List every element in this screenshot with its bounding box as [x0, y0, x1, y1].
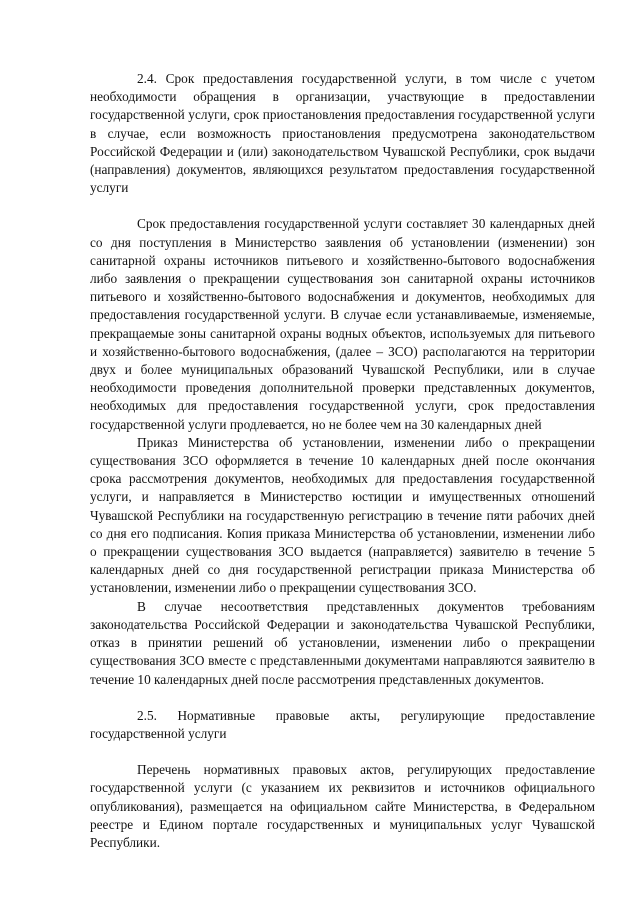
paragraph-service-term: Срок предоставления государственной услуги составляет 30 календарных дней со дня поступления в Министерство заявления об установлении (изменении) зон санитарной охраны источников питьевого и хозяйственно-бытового водоснабжения либо заявления о прекращении существования зон санитарной охраны источников питьевого и хозяйственно-бытового водоснабжения и документов, необходимых для предоставления государственной услуги. В случае если устанавливаемые, изменяемые, прекращаемые зоны санитарной охраны водных объектов, используемых для питьевого и хозяйственно-бытового водоснабжения, (далее – ЗСО) располагаются на территории двух и более муниципальных образований Чувашской Республики, или в случае необходимости проведения дополнительной проверки представленных документов, необходимых для предоставления государственной услуги, срок предоставления государственной услуги продлевается, но не более чем на 30 календарных дней — [90, 216, 595, 432]
paragraph-refusal: В случае несоответствия представленных документов требованиям законодательства Российской Федерации и законодательства Чувашской Республики, отказ в принятии решений об установлении, изменении либо о прекращении существования ЗСО вместе с представленными документами направляются заявителю в течение 10 календарных дней после рассмотрения представленных документов. — [90, 598, 595, 687]
document-page — [90, 70, 595, 852]
section-heading-2-5: 2.5. Нормативные правовые акты, регулирующие предоставление государственной услуги — [90, 707, 595, 741]
section-heading-2-4: 2.4. Срок предоставления государственной услуги, в том числе с учетом необходимости обращения в организации, участвующие в предоставлении государственной услуги, срок приостановления предоставления государственной услуги в случае, если возможность приостановления предусмотрена законодательством Российской Федерации и (или) законодательством Чувашской Республики, срок выдачи (направления) документов, являющихся результатом предоставления государственной услуги — [90, 71, 595, 196]
paragraph-legal-acts-list: Перечень нормативных правовых актов, регулирующих предоставление государственной услуги (с указанием их реквизитов и источников официального опубликования), размещается на официальном сайте Министерства, в Федеральном реестре и Едином портале государственных и муниципальных услуг Чувашской Республики. — [90, 762, 595, 850]
paragraph-order-registration: Приказ Министерства об установлении, изменении либо о прекращении существования ЗСО оформляется в течение 10 календарных дней после окончания срока рассмотрения документов, необходимых для предоставления государственной услуги, и направляется в Министерство юстиции и имущественных отношений Чувашской Республики на государственную регистрацию в течение пяти рабочих дней со дня его подписания. Копия приказа Министерства об установлении, изменении либо о прекращении существования ЗСО выдается (направляется) заявителю в течение 5 календарных дней со дня государственной регистрации приказа Министерства об установлении, изменении либо о прекращении существования ЗСО. — [90, 434, 595, 596]
